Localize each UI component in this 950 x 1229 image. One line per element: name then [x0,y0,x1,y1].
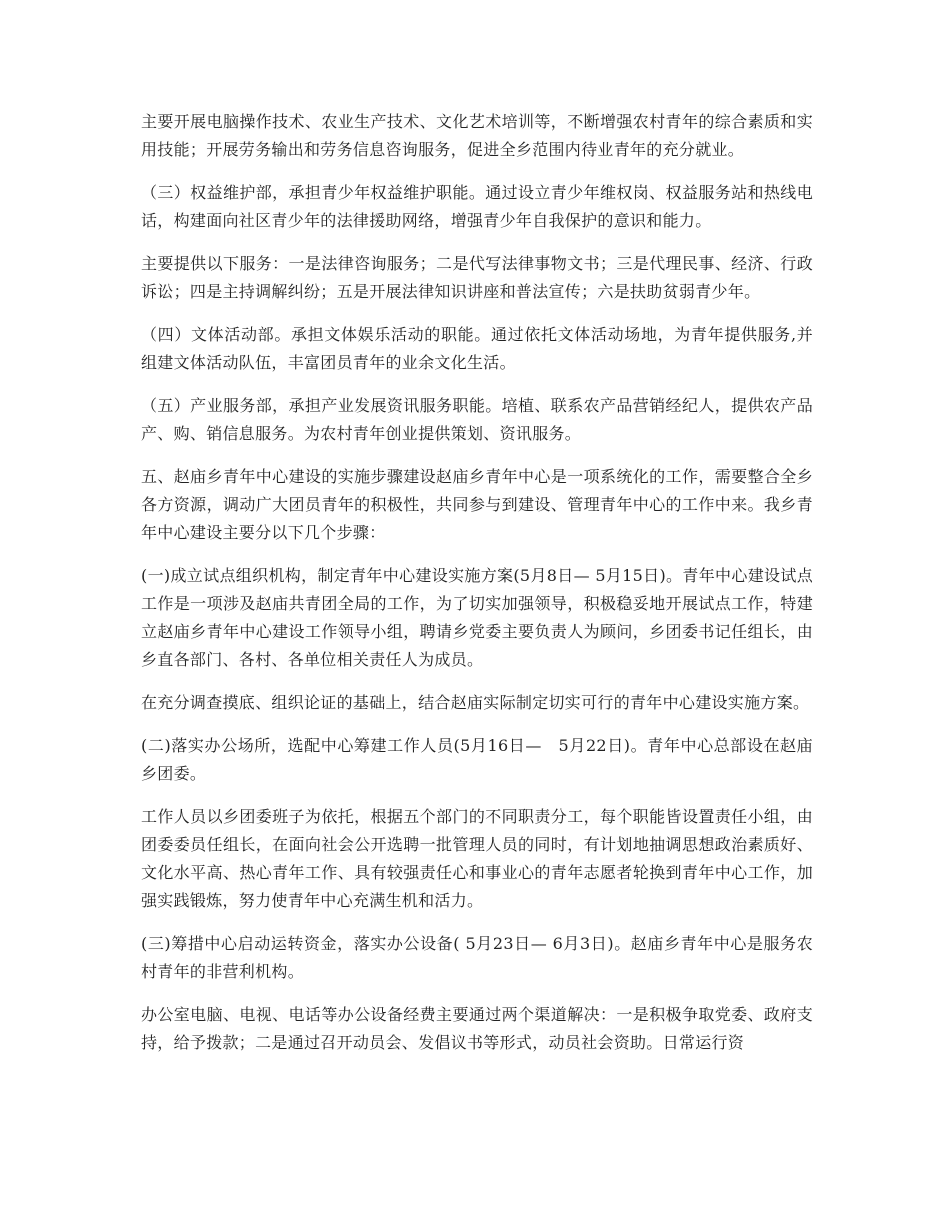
paragraph-step-one: (一)成立试点组织机构，制定青年中心建设实施方案(5月8日— 5月15日)。青年中心建设试点工作是一项涉及赵庙共青团全局的工作，为了切实加强领导，积极稳妥地开展试点工作，特建立赵庙乡青年中心建设工作领导小组，聘请乡党委主要负责人为顾问，乡团委书记任组长，由乡直各部门、各村、各单位相关责任人为成员。 [141,566,813,669]
document-body [141,108,813,1072]
paragraph-implementation-steps: 五、赵庙乡青年中心建设的实施步骤建设赵庙乡青年中心是一项系统化的工作，需要整合全乡各方资源，调动广大团员青年的积极性，共同参与到建设、管理青年中心的工作中来。我乡青年中心建设主要分以下几个步骤： [141,467,813,542]
paragraph-step-three: (三)筹措中心启动运转资金，落实办公设备( 5月23日— 6月3日)。赵庙乡青年中心是服务农村青年的非营利机构。 [141,934,813,981]
paragraph-culture-sports-department: （四）文体活动部。承担文体娱乐活动的职能。通过依托文体活动场地，为青年提供服务,并组建文体活动队伍，丰富团员青年的业余文化生活。 [141,325,813,372]
paragraph-step-two-staff: 工作人员以乡团委班子为依托，根据五个部门的不同职责分工，每个职能皆设置责任小组，由团委委员任组长，在面向社会公开选聘一批管理人员的同时，有计划地抽调思想政治素质好、文化水平高、热心青年工作、具有较强责任心和事业心的青年志愿者轮换到青年中心工作，加强实践锻炼，努力使青年中心充满生机和活力。 [141,807,813,910]
paragraph-industry-services-department: （五）产业服务部，承担产业发展资讯服务职能。培植、联系农产品营销经纪人，提供农产品产、购、销信息服务。为农村青年创业提供策划、资讯服务。 [141,396,813,443]
paragraph-legal-services: 主要提供以下服务：一是法律咨询服务；二是代写法律事物文书；三是代理民事、经济、行政诉讼；四是主持调解纠纷；五是开展法律知识讲座和普法宣传；六是扶助贫弱青少年。 [141,254,813,301]
paragraph-step-three-funding: 办公室电脑、电视、电话等办公设备经费主要通过两个渠道解决：一是积极争取党委、政府支持，给予拨款；二是通过召开动员会、发倡议书等形式，动员社会资助。日常运行资 [141,1005,813,1052]
paragraph-step-two: (二)落实办公场所，选配中心筹建工作人员(5月16日— 5月22日)。青年中心总部设在赵庙乡团委。 [141,736,813,783]
paragraph-rights-department: （三）权益维护部，承担青少年权益维护职能。通过设立青少年维权岗、权益服务站和热线电话，构建面向社区青少年的法律援助网络，增强青少年自我保护的意识和能力。 [141,183,813,230]
paragraph-training-services: 主要开展电脑操作技术、农业生产技术、文化艺术培训等，不断增强农村青年的综合素质和实用技能；开展劳务输出和劳务信息咨询服务，促进全乡范围内待业青年的充分就业。 [141,112,813,159]
paragraph-step-one-plan: 在充分调查摸底、组织论证的基础上，结合赵庙实际制定切实可行的青年中心建设实施方案。 [141,693,810,712]
